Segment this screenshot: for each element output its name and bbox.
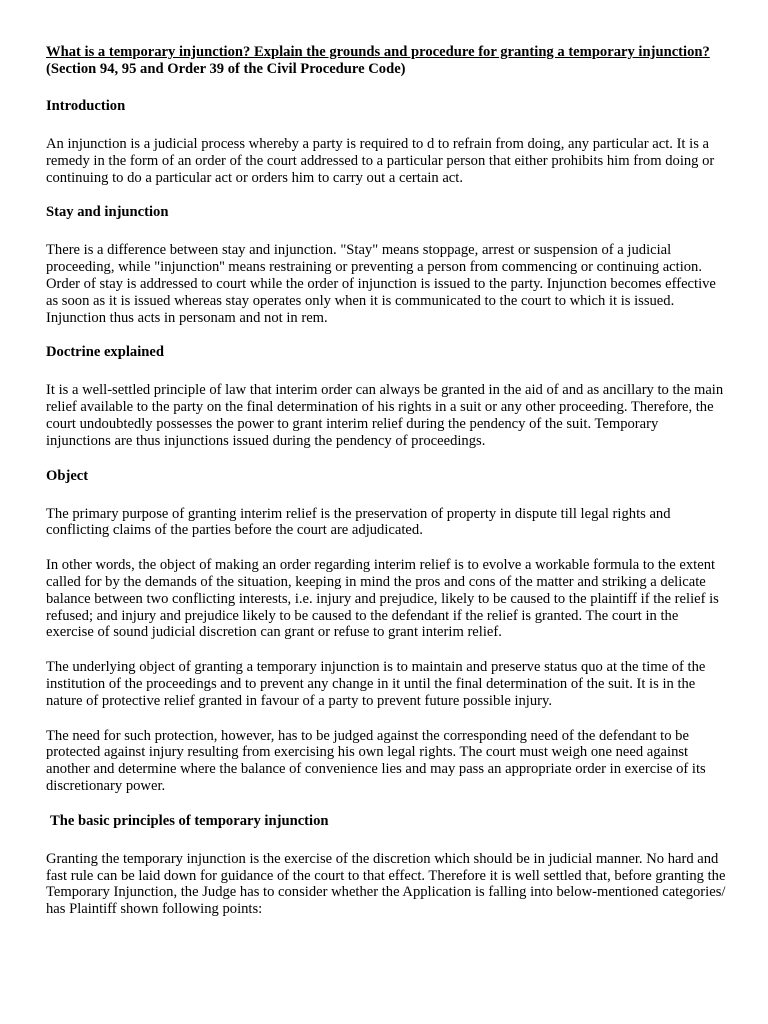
paragraph: Granting the temporary injunction is the exercise of the discretion which should be in judicial manner. No hard and fast rule can be laid down for guidance of the court to that effect. Therefore it is well settled that, before granting the Temporary Injunction, the Judge has to consider whether the Application is falling into below-mentioned categories/ has Plaintiff shown following points: [46,850,726,918]
heading-doctrine-explained: Doctrine explained [46,344,164,361]
title-citation: (Section 94, 95 and Order 39 of the Civil Procedure Code) [46,61,406,77]
paragraph: In other words, the object of making an order regarding interim relief is to evolve a workable formula to the extent called for by the demands of the situation, keeping in mind the pros and cons of the matter and striking a delicate balance between two conflicting interests, i.e. injury and prejudice, likely to be caused to the plaintiff if the relief is refused; and injury and prejudice likely to be caused to the defendant if the relief is granted. The court in the exercise of sound judicial discretion can grant or refuse to grant interim relief. [46,557,719,641]
paragraph: The primary purpose of granting interim relief is the preservation of property in dispute till legal rights and conflicting claims of the parties before the court are adjudicated. [46,505,671,539]
document-title [46,44,726,78]
heading-introduction: Introduction [46,98,126,114]
paragraph: The need for such protection, however, has to be judged against the corresponding need of the defendant to be protected against injury resulting from exercising his own legal rights. The court must weigh one need against another and determine where the balance of convenience lies and may pass an appropriate order in exercise of its discretionary power. [46,727,706,794]
paragraph: The underlying object of granting a temporary injunction is to maintain and preserve status quo at the time of the institution of the proceedings and to prevent any change in it until the final determination of the suit. It is in the nature of protective relief granted in favour of a party to prevent future possible injury. [46,659,706,709]
heading-object: Object [46,467,89,484]
paragraph: An injunction is a judicial process whereby a party is required to d to refrain from doing, any particular act. It is a remedy in the form of an order of the court addressed to a particular person that either prohibits him from doing or continuing to do a particular act or orders him to carry out a certain act. [46,136,715,186]
document-page [46,44,726,936]
paragraph: It is a well-settled principle of law that interim order can always be granted in the aid of and as ancillary to the main relief available to the party on the final determination of his rights in a suit or any other proceeding. Therefore, the court undoubtedly possesses the power to grant interim relief during the pendency of the suit. Temporary injunctions are thus injunctions issued during the pendency of proceedings. [46,382,724,449]
title-question: What is a temporary injunction? Explain the grounds and procedure for granting a temporary injunction? [46,44,710,60]
heading-basic-principles: The basic principles of temporary injunction [50,812,329,829]
heading-stay-and-injunction: Stay and injunction [46,204,169,221]
paragraph: There is a difference between stay and injunction. "Stay" means stoppage, arrest or suspension of a judicial proceeding, while "injunction'' means restraining or preventing a person from commencing or continuing action. Order of stay is addressed to court while the order of injunction is issued to the party. Injunction becomes effective as soon as it is issued whereas stay operates only when it is communicated to the court to which it is issued. Injunction thus acts in personam and not in rem. [46,242,716,326]
